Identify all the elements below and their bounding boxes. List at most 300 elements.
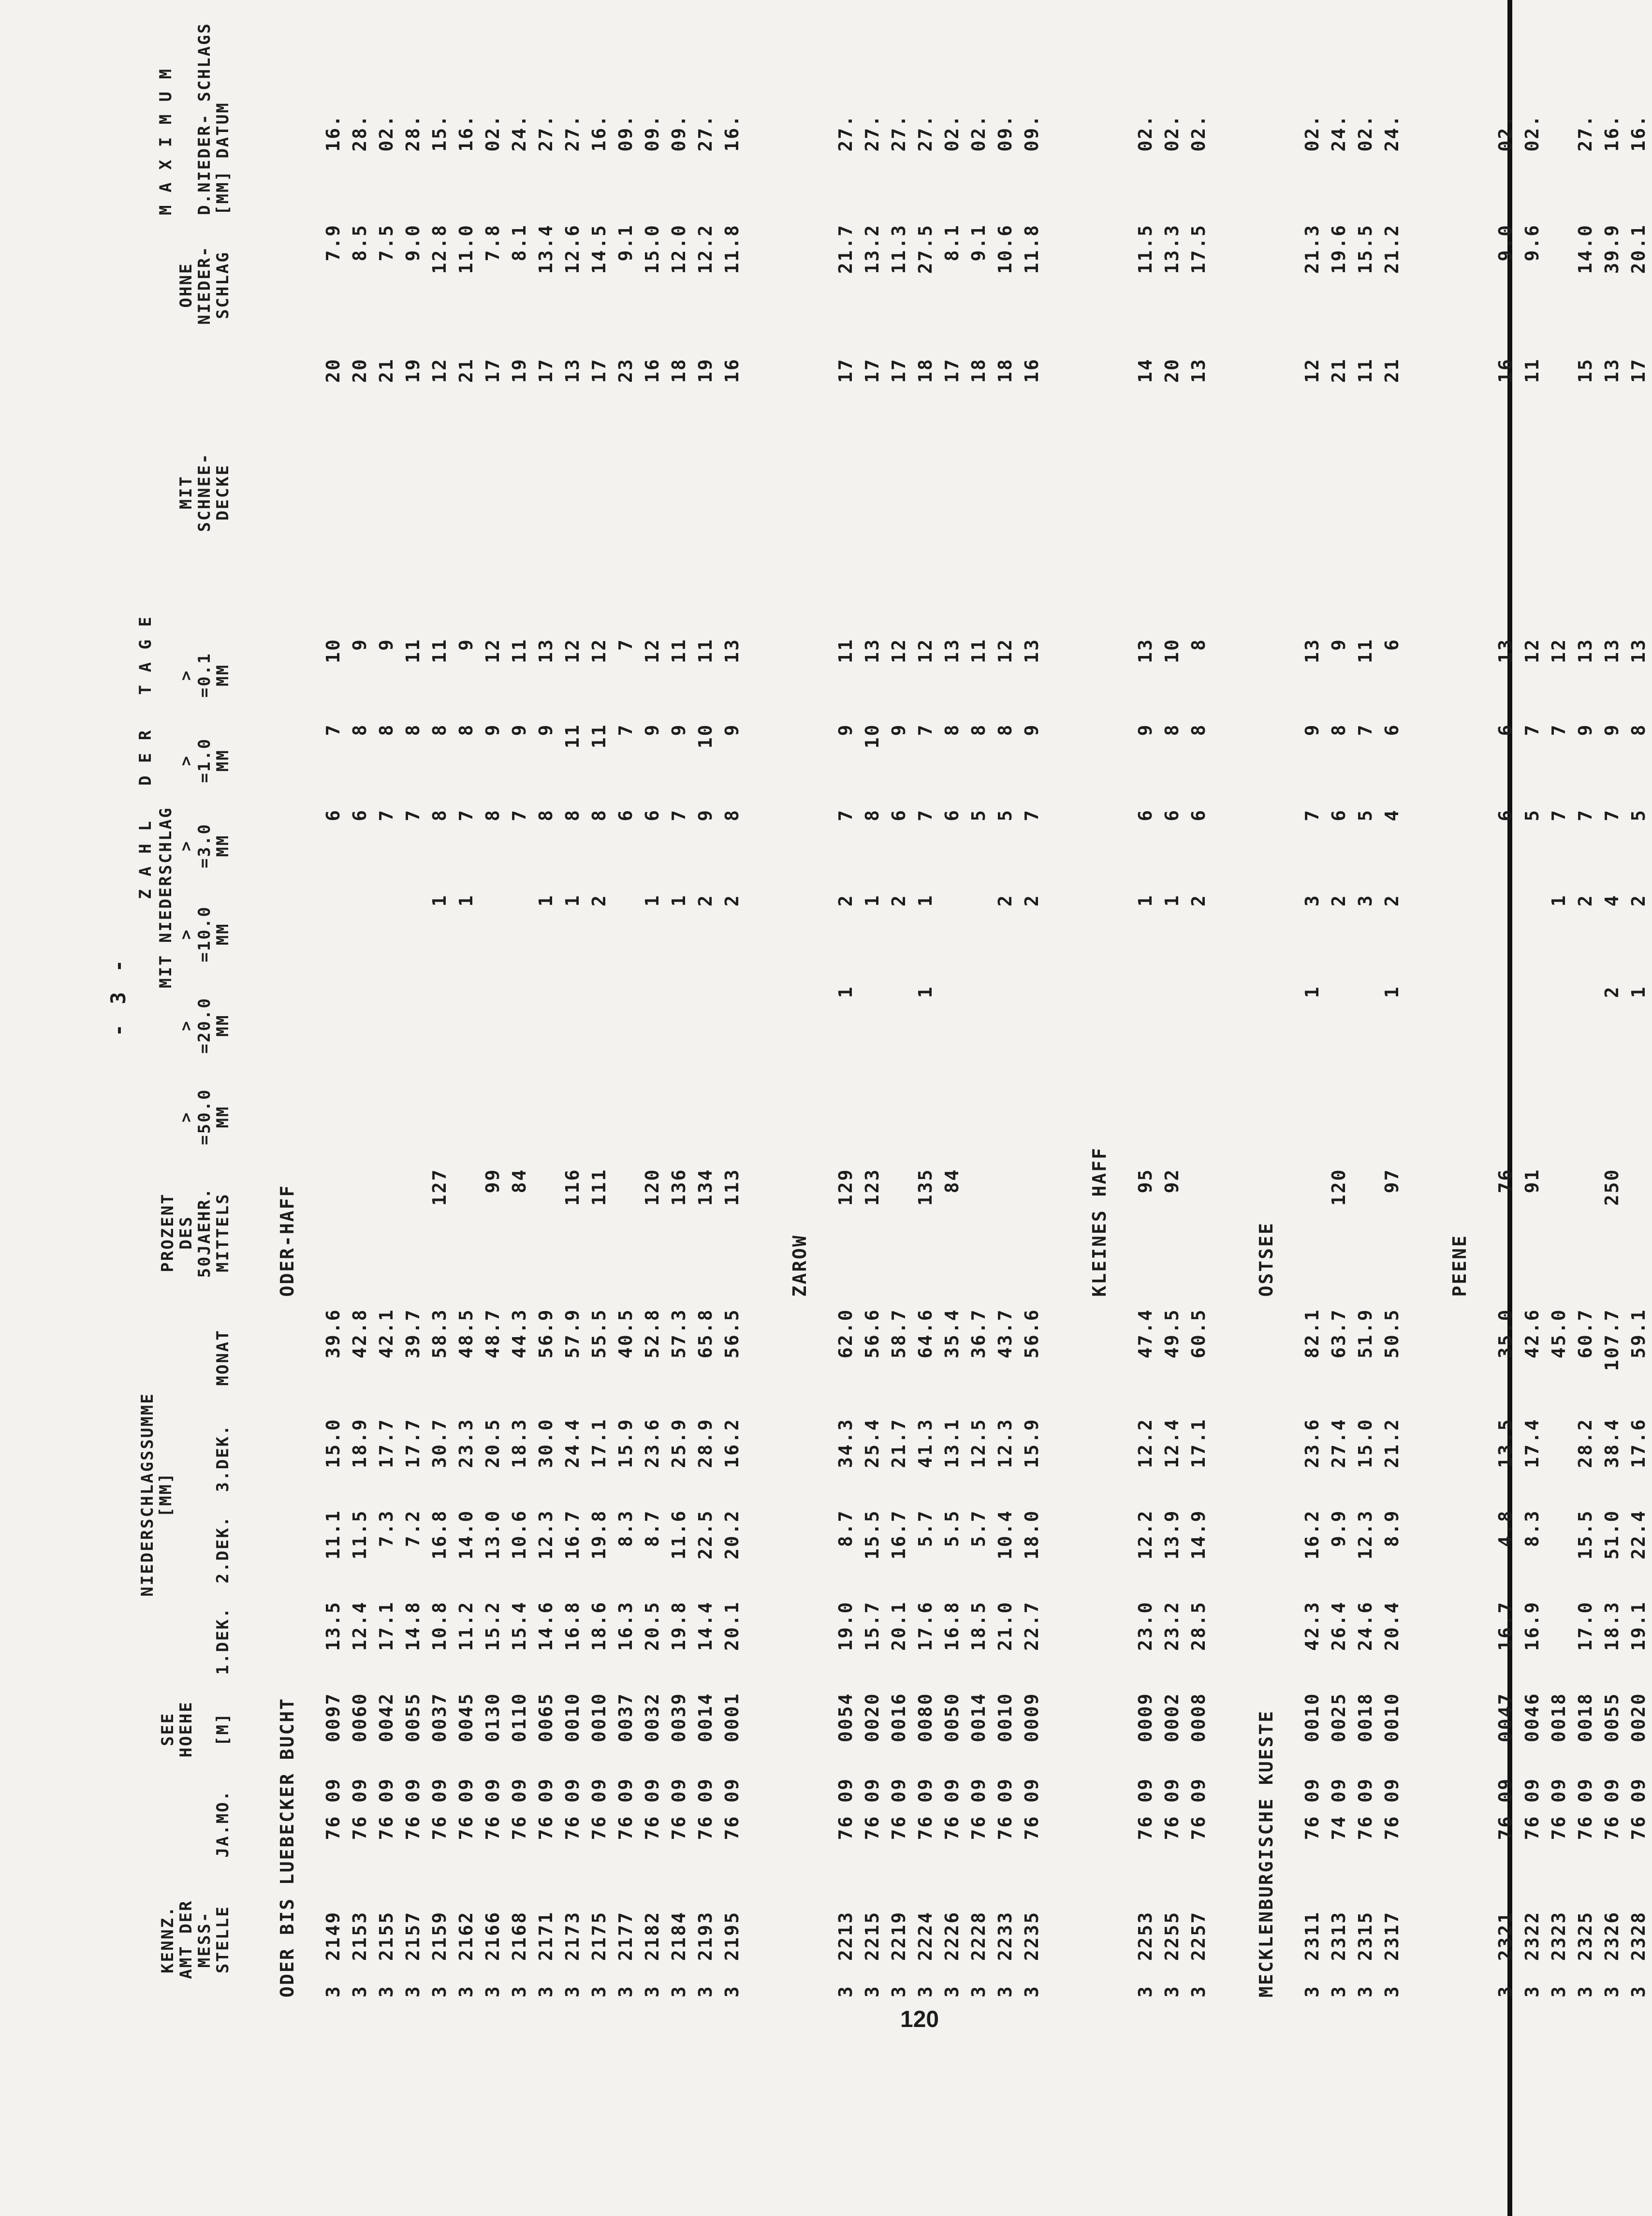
cell-dek3: 17.6 (1628, 1418, 1649, 1468)
cell-dek2: 15.5 (1575, 1509, 1596, 1560)
cell-monat: 56.6 (862, 1308, 883, 1358)
cell-ge1: 7 (1548, 723, 1569, 736)
cell-ge01: 11 (835, 638, 856, 663)
cell-dek3: 12.5 (968, 1418, 989, 1468)
cell-ge01: 12 (915, 638, 936, 663)
cell-jamo: 76 09 (915, 1778, 936, 1840)
cell-ge01: 10 (322, 638, 344, 663)
cell-max-datum: 27. (862, 114, 883, 152)
subregion-label: KLEINES HAFF (1089, 1146, 1110, 1297)
cell-station: 2328 (1628, 1910, 1649, 1961)
cell-see-hoehe: 0018 (1575, 1692, 1596, 1743)
cell-ge10: 4 (1601, 894, 1623, 907)
cell-prozent (400, 1163, 426, 1303)
cell-mit-schnee (666, 474, 692, 632)
cell-max-niederschlag: 13.4 (535, 223, 556, 274)
cell-amt: 3 (835, 1985, 856, 1997)
cell-ge20: 1 (1381, 985, 1403, 998)
cell-mit-schnee (1379, 474, 1405, 632)
cell-dek2: 22.4 (1628, 1509, 1649, 1560)
cell-prozent (886, 1163, 912, 1303)
cell-jamo: 74 09 (1328, 1778, 1349, 1840)
cell-jamo: 76 09 (642, 1778, 663, 1840)
cell-prozent: 123 (862, 1168, 883, 1206)
cell-dek1: 11.2 (455, 1601, 477, 1651)
cell-ge50 (965, 1071, 992, 1163)
cell-ge3: 6 (349, 808, 370, 821)
cell-station: 2184 (668, 1910, 689, 1961)
cell-max-datum: 16. (322, 114, 344, 152)
cell-ge10: 1 (1548, 894, 1569, 907)
cell-max-niederschlag: 13.3 (1161, 223, 1183, 274)
cell-monat: 62.0 (835, 1308, 856, 1358)
cell-mit-schnee (480, 474, 506, 632)
cell-mit-schnee (426, 474, 453, 632)
cell-see-hoehe: 0110 (509, 1692, 530, 1743)
cell-ge20: 1 (1628, 985, 1649, 998)
cell-ge50 (639, 1071, 666, 1163)
cell-ohne: 20 (349, 358, 370, 383)
cell-max-niederschlag: 15.0 (642, 223, 663, 274)
cell-ge50 (559, 1071, 586, 1163)
header-zahl-der-tage: Z A H L D E R T A G E (136, 615, 155, 899)
cell-prozent: 135 (915, 1168, 936, 1206)
cell-ge1: 9 (721, 723, 743, 736)
cell-jamo: 76 09 (349, 1778, 370, 1840)
cell-max-datum: 09. (1021, 114, 1042, 152)
cell-ge20 (965, 979, 992, 1071)
cell-station: 2325 (1575, 1910, 1596, 1961)
cell-ohne: 17 (941, 358, 963, 383)
cell-ohne: 13 (1188, 358, 1209, 383)
cell-monat: 39.7 (402, 1308, 424, 1358)
cell-amt: 3 (1021, 1985, 1042, 1997)
cell-mit-schnee (1519, 474, 1546, 632)
cell-dek2: 10.6 (509, 1509, 530, 1560)
cell-dek1: 16.8 (562, 1601, 583, 1651)
table-row (347, 108, 373, 2003)
cell-ge1: 10 (695, 723, 716, 749)
cell-dek2: 16.7 (888, 1509, 909, 1560)
cell-see-hoehe: 0130 (482, 1692, 503, 1743)
cell-amt: 3 (968, 1985, 989, 1997)
cell-dek1: 18.6 (588, 1601, 610, 1651)
cell-mit-schnee (1599, 474, 1625, 632)
cell-ohne: 19 (695, 358, 716, 383)
region-label: ODER BIS LUEBECKER BUCHT (277, 1697, 298, 1997)
cell-see-hoehe: 0050 (941, 1692, 963, 1743)
cell-amt: 3 (915, 1985, 936, 1997)
cell-station: 2155 (376, 1910, 397, 1961)
cell-mit-schnee (506, 474, 533, 632)
table-row (692, 108, 719, 2003)
cell-dek1: 17.1 (376, 1601, 397, 1651)
cell-jamo: 76 09 (482, 1778, 503, 1840)
cell-mit-schnee (833, 474, 859, 632)
cell-ge10: 1 (915, 894, 936, 907)
cell-prozent (533, 1163, 559, 1303)
cell-ge3: 6 (1328, 808, 1349, 821)
cell-ge10 (1519, 888, 1546, 979)
cell-ohne: 16 (721, 358, 743, 383)
cell-ge10 (320, 888, 347, 979)
cell-prozent (965, 1163, 992, 1303)
cell-ge20 (719, 979, 746, 1071)
cell-see-hoehe: 0047 (1495, 1692, 1516, 1743)
cell-see-hoehe: 0046 (1521, 1692, 1543, 1743)
cell-see-hoehe: 0018 (1355, 1692, 1376, 1743)
cell-mit-schnee (639, 474, 666, 632)
cell-amt: 3 (668, 1985, 689, 1997)
cell-jamo: 76 09 (668, 1778, 689, 1840)
cell-station: 2213 (835, 1910, 856, 1961)
cell-ohne: 12 (429, 358, 450, 383)
cell-max-niederschlag: 8.5 (349, 223, 370, 262)
cell-ge01: 12 (562, 638, 583, 663)
cell-ohne: 17 (862, 358, 883, 383)
cell-dek3: 13.1 (941, 1418, 963, 1468)
cell-ge20 (1492, 979, 1519, 1071)
cell-ge01: 12 (588, 638, 610, 663)
cell-ge50 (1326, 1071, 1352, 1163)
cell-ge1: 8 (429, 723, 450, 736)
cell-dek1: 23.2 (1161, 1601, 1183, 1651)
cell-monat: 45.0 (1548, 1308, 1569, 1358)
cell-ge3: 8 (721, 808, 743, 821)
cell-ge01: 7 (615, 638, 636, 651)
cell-dek1: 26.4 (1328, 1601, 1349, 1651)
cell-amt: 3 (562, 1985, 583, 1997)
cell-jamo: 76 09 (615, 1778, 636, 1840)
cell-see-hoehe: 0010 (994, 1692, 1016, 1743)
cell-jamo: 76 09 (588, 1778, 610, 1840)
cell-ge10 (506, 888, 533, 979)
table-container (106, 22, 1652, 2003)
cell-station: 2149 (322, 1910, 344, 1961)
cell-dek1: 16.9 (1521, 1601, 1543, 1651)
cell-station: 2235 (1021, 1910, 1042, 1961)
cell-dek1: 14.6 (535, 1601, 556, 1651)
cell-ge01: 11 (668, 638, 689, 663)
cell-ge10 (400, 888, 426, 979)
cell-see-hoehe: 0039 (668, 1692, 689, 1743)
cell-dek3: 21.7 (888, 1418, 909, 1468)
header-prozent: PROZENT DES 50JAEHR. MITTELS (158, 1187, 233, 1278)
cell-jamo: 76 09 (695, 1778, 716, 1840)
cell-mit-schnee (1625, 474, 1652, 632)
cell-dek2: 15.5 (862, 1509, 883, 1560)
cell-mit-schnee (992, 474, 1019, 632)
cell-monat: 107.7 (1601, 1308, 1623, 1371)
cell-max-datum: 09. (642, 114, 663, 152)
cell-ge20 (1519, 979, 1546, 1071)
cell-prozent (320, 1163, 347, 1303)
cell-mit-schnee (400, 474, 426, 632)
cell-station: 2323 (1548, 1910, 1569, 1961)
cell-dek3: 15.9 (1021, 1418, 1042, 1468)
cell-ge50 (1352, 1071, 1379, 1163)
cell-ge1: 8 (402, 723, 424, 736)
cell-prozent (373, 1163, 400, 1303)
cell-dek3: 12.2 (1135, 1418, 1156, 1468)
header-niederschlagssumme: NIEDERSCHLAGSSUMME [MM] (138, 1392, 175, 1597)
cell-ge50 (992, 1071, 1019, 1163)
cell-max-datum: 27. (1575, 114, 1596, 152)
cell-station: 2159 (429, 1910, 450, 1961)
cell-amt: 3 (721, 1985, 743, 1997)
cell-monat: 56.5 (721, 1308, 743, 1358)
cell-ge50 (347, 1071, 373, 1163)
cell-dek1: 17.6 (915, 1601, 936, 1651)
cell-max-datum: 02. (1188, 114, 1209, 152)
cell-ge10 (347, 888, 373, 979)
cell-max-datum: 27. (535, 114, 556, 152)
cell-ge20: 1 (915, 985, 936, 998)
cell-dek3: 17.1 (588, 1418, 610, 1468)
cell-prozent: 84 (941, 1168, 963, 1194)
cell-max-datum: 02. (1495, 114, 1516, 152)
cell-see-hoehe: 0037 (429, 1692, 450, 1743)
cell-jamo: 76 09 (402, 1778, 424, 1840)
cell-ge10: 1 (455, 894, 477, 907)
cell-dek1: 19.0 (835, 1601, 856, 1651)
cell-max-niederschlag: 14.5 (588, 223, 610, 274)
cell-ge50 (480, 1071, 506, 1163)
cell-ohne: 20 (322, 358, 344, 383)
cell-max-datum: 16. (721, 114, 743, 152)
cell-station: 2321 (1495, 1910, 1516, 1961)
cell-ge50 (666, 1071, 692, 1163)
cell-ohne: 17 (482, 358, 503, 383)
cell-max-niederschlag: 27.5 (915, 223, 936, 274)
cell-ohne: 11 (1355, 358, 1376, 383)
cell-ge20 (886, 979, 912, 1071)
cell-prozent: 116 (562, 1168, 583, 1206)
cell-ge01: 13 (1021, 638, 1042, 663)
cell-monat: 82.1 (1301, 1308, 1323, 1358)
cell-jamo: 76 09 (941, 1778, 963, 1840)
cell-jamo: 76 09 (1575, 1778, 1596, 1840)
cell-dek1: 13.5 (322, 1601, 344, 1651)
cell-jamo: 76 09 (509, 1778, 530, 1840)
cell-max-niederschlag: 21.3 (1301, 223, 1323, 274)
cell-prozent: 250 (1601, 1168, 1623, 1206)
cell-ohne: 20 (1161, 358, 1183, 383)
cell-ge10 (613, 888, 639, 979)
cell-ge1: 9 (535, 723, 556, 736)
cell-prozent: 99 (482, 1168, 503, 1194)
cell-ge20 (320, 979, 347, 1071)
cell-max-niederschlag: 39.9 (1601, 223, 1623, 274)
cell-ge20 (1352, 979, 1379, 1071)
cell-monat: 40.5 (615, 1308, 636, 1358)
section-heading-row (1212, 108, 1299, 2003)
cell-ge1: 9 (668, 723, 689, 736)
cell-ge01: 9 (1328, 638, 1349, 651)
cell-ge1: 8 (994, 723, 1016, 736)
table-row (886, 108, 912, 2003)
cell-dek3: 15.0 (1355, 1418, 1376, 1468)
section-heading-row (1405, 108, 1492, 2003)
cell-ge3: 6 (642, 808, 663, 821)
cell-see-hoehe: 0060 (349, 1692, 370, 1743)
cell-ge10: 2 (994, 894, 1016, 907)
cell-prozent: 136 (668, 1168, 689, 1206)
cell-dek2: 14.9 (1188, 1509, 1209, 1560)
cell-dek1: 20.1 (721, 1601, 743, 1651)
cell-prozent: 92 (1161, 1168, 1183, 1194)
cell-station: 2317 (1381, 1910, 1403, 1961)
cell-monat: 44.3 (509, 1308, 530, 1358)
cell-see-hoehe: 0020 (862, 1692, 883, 1743)
cell-max-datum: 24. (509, 114, 530, 152)
cell-jamo: 76 09 (994, 1778, 1016, 1840)
cell-ge3: 5 (1628, 808, 1649, 821)
cell-max-niederschlag: 11.8 (721, 223, 743, 274)
cell-ohne: 15 (1575, 358, 1596, 383)
cell-dek3: 17.4 (1521, 1418, 1543, 1468)
cell-ge3: 7 (376, 808, 397, 821)
cell-ge20 (506, 979, 533, 1071)
cell-dek3: 34.3 (835, 1418, 856, 1468)
cell-dek2: 7.3 (376, 1509, 397, 1547)
cell-max-datum: 16. (1601, 114, 1623, 152)
cell-ge1: 6 (1495, 723, 1516, 736)
cell-ge50 (719, 1071, 746, 1163)
cell-jamo: 76 09 (376, 1778, 397, 1840)
cell-ge3: 5 (1521, 808, 1543, 821)
cell-ge01: 11 (429, 638, 450, 663)
table-row (1132, 108, 1159, 2003)
cell-prozent (1299, 1163, 1326, 1303)
cell-monat: 48.7 (482, 1308, 503, 1358)
cell-dek3: 17.1 (1188, 1418, 1209, 1468)
cell-mit-schnee (1299, 474, 1326, 632)
cell-ge50 (1019, 1071, 1045, 1163)
cell-ge1: 7 (322, 723, 344, 736)
cell-see-hoehe: 0097 (322, 1692, 344, 1743)
cell-ge20: 2 (1601, 985, 1623, 998)
cell-ge20 (1326, 979, 1352, 1071)
cell-mit-schnee (859, 474, 886, 632)
cell-prozent: 97 (1381, 1168, 1403, 1194)
cell-ge1: 7 (615, 723, 636, 736)
cell-ge01: 8 (1188, 638, 1209, 651)
cell-amt: 3 (642, 1985, 663, 1997)
cell-dek2: 16.7 (562, 1509, 583, 1560)
page-marker: - 3 - (106, 956, 130, 1036)
cell-ge1: 8 (349, 723, 370, 736)
cell-max-niederschlag: 19.6 (1328, 223, 1349, 274)
cell-max-niederschlag: 14.0 (1575, 223, 1596, 274)
cell-amt: 3 (509, 1985, 530, 1997)
cell-jamo: 76 09 (968, 1778, 989, 1840)
cell-max-datum: 09. (994, 114, 1016, 152)
cell-ge50 (613, 1071, 639, 1163)
cell-dek2: 20.2 (721, 1509, 743, 1560)
cell-monat: 48.5 (455, 1308, 477, 1358)
header-kennz: KENNZ. AMT DER MESS- STELLE (158, 1899, 233, 1979)
cell-ge10 (373, 888, 400, 979)
cell-mit-schnee (912, 474, 939, 632)
cell-mit-schnee (613, 474, 639, 632)
cell-max-niederschlag: 9.0 (1495, 223, 1516, 262)
table-row (1572, 108, 1599, 2003)
cell-jamo: 76 09 (429, 1778, 450, 1840)
cell-ge20 (559, 979, 586, 1071)
cell-amt: 3 (1301, 1985, 1323, 1997)
cell-monat: 42.6 (1521, 1308, 1543, 1358)
cell-max-niederschlag: 7.8 (482, 223, 503, 262)
page-number: 120 (900, 2007, 939, 2032)
cell-ge10: 2 (1575, 894, 1596, 907)
cell-ge50 (533, 1071, 559, 1163)
cell-ge01: 13 (941, 638, 963, 663)
cell-ge3: 7 (668, 808, 689, 821)
table-row (992, 108, 1019, 2003)
cell-ge20 (859, 979, 886, 1071)
cell-station: 2313 (1328, 1910, 1349, 1961)
cell-amt: 3 (1628, 1985, 1649, 1997)
cell-max-datum: 09. (615, 114, 636, 152)
header-ge10: > =10.0 MM (176, 905, 233, 962)
cell-ge3: 7 (1601, 808, 1623, 821)
cell-ge01: 12 (642, 638, 663, 663)
cell-prozent (1572, 1163, 1599, 1303)
cell-mit-schnee (1492, 474, 1519, 632)
cell-prozent (1019, 1163, 1045, 1303)
table-row (506, 108, 533, 2003)
cell-ge50 (1492, 1071, 1519, 1163)
cell-ohne: 16 (642, 358, 663, 383)
cell-see-hoehe: 0080 (915, 1692, 936, 1743)
cell-ge50 (506, 1071, 533, 1163)
cell-ge50 (1572, 1071, 1599, 1163)
cell-ge3: 8 (588, 808, 610, 821)
cell-ge20: 1 (1301, 985, 1323, 998)
table-row (400, 108, 426, 2003)
cell-dek2: 7.2 (402, 1509, 424, 1547)
cell-see-hoehe: 0054 (835, 1692, 856, 1743)
cell-max-datum: 27. (562, 114, 583, 152)
cell-ge1: 9 (1301, 723, 1323, 736)
cell-dek2: 8.9 (1381, 1509, 1403, 1547)
cell-station: 2257 (1188, 1910, 1209, 1961)
table-body (233, 108, 1652, 2003)
cell-ge50 (1379, 1071, 1405, 1163)
cell-mit-schnee (533, 474, 559, 632)
cell-max-niederschlag: 9.1 (968, 223, 989, 262)
cell-dek2: 5.7 (915, 1509, 936, 1547)
cell-ge01: 12 (994, 638, 1016, 663)
cell-monat: 57.9 (562, 1308, 583, 1358)
cell-dek1: 42.3 (1301, 1601, 1323, 1651)
cell-amt: 3 (349, 1985, 370, 1997)
cell-max-datum: 02. (968, 114, 989, 152)
cell-see-hoehe: 0025 (1328, 1692, 1349, 1743)
cell-amt: 3 (535, 1985, 556, 1997)
cell-ge1: 7 (1521, 723, 1543, 736)
cell-dek2: 4.8 (1495, 1509, 1516, 1547)
cell-ge10: 2 (1188, 894, 1209, 907)
cell-ge20 (1572, 979, 1599, 1071)
cell-prozent: 95 (1135, 1168, 1156, 1194)
cell-ge20 (1546, 979, 1572, 1071)
cell-ohne: 17 (1628, 358, 1649, 383)
cell-ge3: 8 (562, 808, 583, 821)
cell-monat: 42.1 (376, 1308, 397, 1358)
region-label: MECKLENBURGISCHE KUESTE (1256, 1709, 1277, 1997)
